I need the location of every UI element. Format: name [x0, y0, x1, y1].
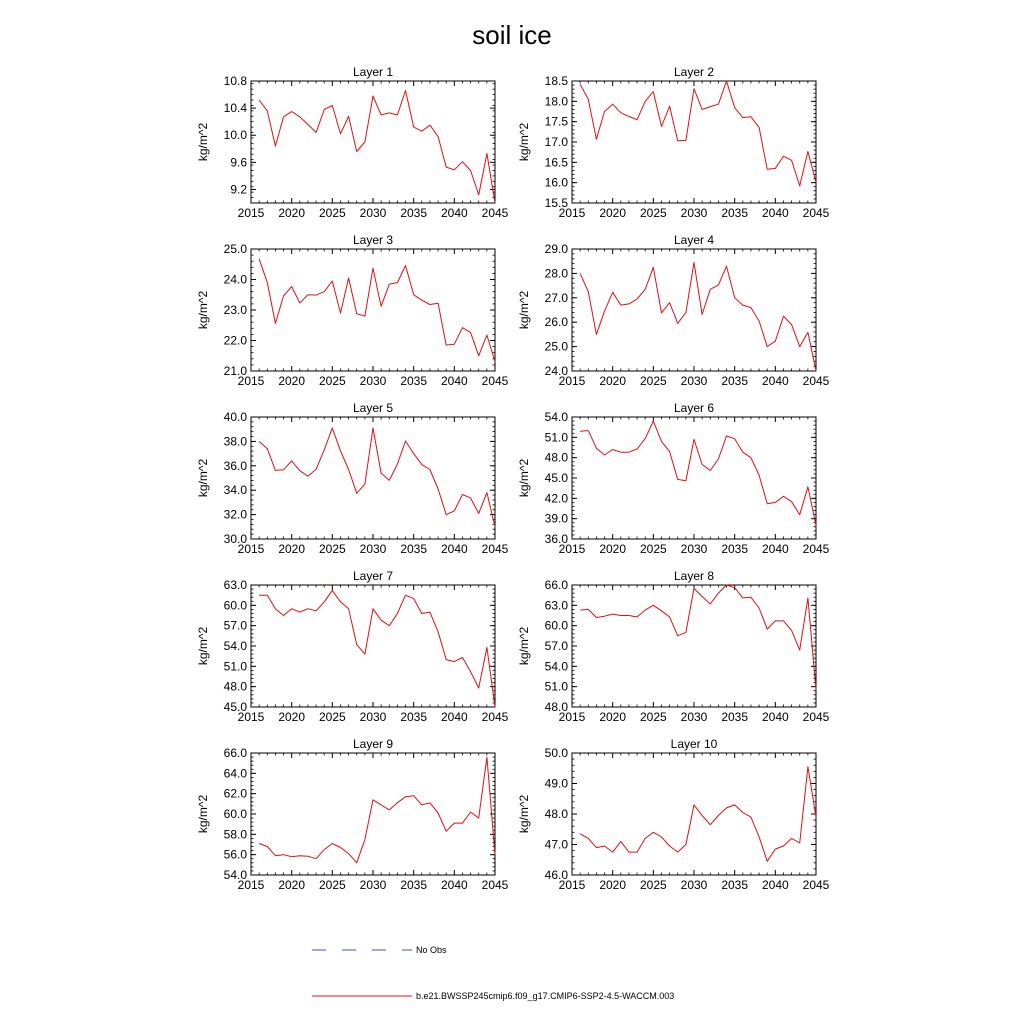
y-tick-label: 21.0	[223, 364, 247, 378]
y-axis-label: kg/m^2	[517, 626, 531, 666]
x-tick-label: 2030	[359, 206, 387, 220]
y-tick-label: 34.0	[223, 483, 247, 498]
y-tick-label: 50.0	[544, 746, 568, 760]
plot-frame	[251, 249, 495, 371]
y-tick-label: 48.0	[223, 679, 247, 694]
y-tick-label: 56.0	[223, 847, 247, 862]
x-tick-label: 2020	[599, 710, 627, 724]
x-tick-label: 2020	[599, 878, 627, 892]
x-tick-label: 2020	[278, 878, 306, 892]
legend-label-model-run: b.e21.BWSSP245cmip6.f09_g17.CMIP6-SSP2-4.5-WACCM.003	[416, 991, 675, 1001]
x-tick-label: 2035	[721, 374, 749, 388]
x-tick-label: 2040	[761, 878, 789, 892]
y-axis-label: kg/m^2	[196, 794, 210, 834]
y-tick-label: 51.0	[223, 659, 247, 674]
y-tick-label: 48.0	[544, 700, 568, 714]
x-tick-label: 2030	[680, 542, 708, 556]
x-tick-label: 2015	[558, 710, 586, 724]
x-tick-label: 2020	[599, 374, 627, 388]
y-tick-label: 66.0	[544, 578, 568, 592]
series-line	[580, 585, 816, 690]
x-tick-label: 2020	[278, 542, 306, 556]
chart-panel	[196, 401, 509, 556]
legend-item-no-obs	[312, 945, 447, 955]
x-tick-label: 2030	[359, 878, 387, 892]
x-tick-label: 2025	[318, 206, 346, 220]
y-tick-label: 17.0	[544, 135, 568, 149]
x-tick-label: 2035	[721, 206, 749, 220]
panel-title: Layer 2	[673, 65, 715, 79]
x-tick-label: 2035	[400, 878, 428, 892]
x-tick-label: 2015	[237, 542, 265, 556]
x-tick-label: 2035	[721, 878, 749, 892]
x-tick-label: 2015	[558, 374, 586, 388]
y-tick-label: 30.0	[223, 532, 247, 546]
y-tick-label: 54.0	[223, 639, 247, 653]
y-tick-label: 23.0	[223, 303, 247, 317]
x-tick-label: 2045	[802, 206, 830, 220]
y-tick-label: 26.0	[544, 315, 568, 330]
x-tick-label: 2045	[802, 878, 830, 892]
chart-panel	[196, 737, 509, 892]
x-tick-label: 2025	[318, 710, 346, 724]
x-tick-label: 2015	[237, 710, 265, 724]
y-tick-label: 38.0	[223, 434, 247, 449]
panel-title: Layer 6	[673, 401, 715, 415]
x-tick-label: 2030	[359, 542, 387, 556]
x-tick-label: 2040	[440, 878, 468, 892]
y-tick-label: 51.0	[544, 679, 568, 694]
y-tick-label: 24.0	[223, 272, 247, 287]
x-tick-label: 2035	[721, 542, 749, 556]
y-tick-label: 15.5	[544, 196, 568, 210]
x-tick-label: 2040	[440, 206, 468, 220]
x-tick-label: 2030	[359, 710, 387, 724]
y-axis-label: kg/m^2	[196, 122, 210, 162]
y-tick-label: 48.0	[544, 807, 568, 821]
y-tick-label: 10.8	[223, 74, 247, 88]
y-tick-label: 54.0	[544, 410, 568, 424]
panel-title: Layer 5	[352, 401, 394, 415]
y-tick-label: 32.0	[223, 507, 247, 522]
panel-title: Layer 3	[352, 233, 394, 247]
series-line	[580, 421, 816, 525]
y-tick-label: 42.0	[544, 491, 568, 506]
x-tick-label: 2035	[400, 710, 428, 724]
y-tick-label: 49.0	[544, 776, 568, 791]
series-line	[259, 590, 495, 707]
x-tick-label: 2025	[318, 374, 346, 388]
y-tick-label: 57.0	[223, 618, 247, 633]
y-tick-label: 63.0	[544, 598, 568, 613]
chart-panel	[517, 233, 830, 388]
panel-title: Layer 4	[673, 233, 715, 247]
x-tick-label: 2020	[599, 206, 627, 220]
x-tick-label: 2015	[558, 878, 586, 892]
y-tick-label: 9.6	[230, 155, 247, 170]
x-tick-label: 2030	[680, 878, 708, 892]
y-tick-label: 54.0	[544, 659, 568, 674]
y-tick-label: 62.0	[223, 786, 247, 801]
x-tick-label: 2045	[481, 878, 509, 892]
y-tick-label: 48.0	[544, 450, 568, 465]
x-tick-label: 2030	[680, 710, 708, 724]
figure-title: soil ice	[472, 20, 552, 50]
y-tick-label: 16.0	[544, 175, 568, 190]
x-tick-label: 2040	[761, 206, 789, 220]
y-tick-label: 63.0	[223, 578, 247, 592]
x-tick-label: 2040	[440, 710, 468, 724]
series-line	[580, 81, 816, 186]
y-tick-label: 47.0	[544, 837, 568, 852]
y-tick-label: 18.0	[544, 94, 568, 109]
chart-panel	[517, 737, 830, 892]
plot-frame	[251, 585, 495, 707]
x-tick-label: 2025	[639, 542, 667, 556]
x-tick-label: 2025	[639, 374, 667, 388]
x-tick-label: 2015	[237, 206, 265, 220]
panels	[196, 65, 830, 892]
y-tick-label: 16.5	[544, 155, 568, 170]
x-tick-label: 2025	[318, 542, 346, 556]
panel-title: Layer 9	[352, 737, 394, 751]
y-axis-label: kg/m^2	[517, 290, 531, 330]
y-tick-label: 24.0	[544, 364, 568, 378]
x-tick-label: 2015	[558, 206, 586, 220]
chart-panel	[196, 65, 509, 220]
y-tick-label: 45.0	[544, 471, 568, 485]
y-axis-label: kg/m^2	[517, 122, 531, 162]
x-tick-label: 2025	[318, 878, 346, 892]
plot-frame	[572, 81, 816, 203]
y-tick-label: 51.0	[544, 430, 568, 445]
x-tick-label: 2025	[639, 206, 667, 220]
x-tick-label: 2045	[802, 542, 830, 556]
y-tick-label: 36.0	[544, 532, 568, 546]
y-tick-label: 60.0	[223, 598, 247, 613]
y-tick-label: 28.0	[544, 266, 568, 281]
x-tick-label: 2040	[761, 710, 789, 724]
y-tick-label: 57.0	[544, 639, 568, 653]
series-line	[580, 767, 816, 862]
panel-title: Layer 10	[670, 737, 718, 751]
x-tick-label: 2040	[440, 374, 468, 388]
x-tick-label: 2020	[278, 710, 306, 724]
panel-title: Layer 8	[673, 569, 715, 583]
y-tick-label: 45.0	[223, 700, 247, 714]
x-tick-label: 2030	[680, 206, 708, 220]
y-tick-label: 46.0	[544, 868, 568, 882]
y-tick-label: 18.5	[544, 74, 568, 88]
x-tick-label: 2045	[481, 374, 509, 388]
x-tick-label: 2045	[802, 710, 830, 724]
x-tick-label: 2040	[440, 542, 468, 556]
y-tick-label: 54.0	[223, 868, 247, 882]
x-tick-label: 2020	[278, 374, 306, 388]
y-tick-label: 27.0	[544, 290, 568, 305]
y-tick-label: 10.4	[223, 101, 247, 116]
y-tick-label: 10.0	[223, 128, 247, 143]
y-tick-label: 17.5	[544, 114, 568, 129]
y-tick-label: 25.0	[223, 242, 247, 256]
y-tick-label: 58.0	[223, 827, 247, 842]
chart-panel	[196, 569, 509, 724]
x-tick-label: 2035	[400, 206, 428, 220]
series-line	[580, 262, 816, 371]
y-axis-label: kg/m^2	[517, 458, 531, 498]
chart-panel	[196, 233, 509, 388]
x-tick-label: 2020	[599, 542, 627, 556]
y-tick-label: 60.0	[544, 618, 568, 633]
x-tick-label: 2045	[481, 542, 509, 556]
y-tick-label: 39.0	[544, 511, 568, 526]
x-tick-label: 2030	[680, 374, 708, 388]
y-tick-label: 40.0	[223, 410, 247, 424]
x-tick-label: 2025	[639, 710, 667, 724]
plot-frame	[572, 753, 816, 875]
plot-frame	[572, 417, 816, 539]
panel-title: Layer 7	[352, 569, 394, 583]
series-line	[259, 428, 495, 527]
y-tick-label: 22.0	[223, 333, 247, 348]
y-tick-label: 64.0	[223, 766, 247, 781]
y-tick-label: 29.0	[544, 242, 568, 256]
legend-label-no-obs: No Obs	[416, 945, 447, 955]
x-tick-label: 2045	[481, 206, 509, 220]
series-line	[259, 757, 495, 863]
x-tick-label: 2025	[639, 878, 667, 892]
y-tick-label: 25.0	[544, 339, 568, 354]
x-tick-label: 2035	[721, 710, 749, 724]
y-tick-label: 9.2	[230, 182, 247, 197]
x-tick-label: 2035	[400, 374, 428, 388]
plot-frame	[251, 753, 495, 875]
x-tick-label: 2035	[400, 542, 428, 556]
plot-frame	[251, 417, 495, 539]
y-axis-label: kg/m^2	[196, 290, 210, 330]
x-tick-label: 2045	[481, 710, 509, 724]
x-tick-label: 2020	[278, 206, 306, 220]
x-tick-label: 2030	[359, 374, 387, 388]
y-tick-label: 36.0	[223, 458, 247, 473]
panel-title: Layer 1	[352, 65, 394, 79]
plot-frame	[572, 249, 816, 371]
chart-panel	[517, 65, 830, 220]
y-axis-label: kg/m^2	[517, 794, 531, 834]
series-line	[259, 91, 495, 204]
plot-frame	[572, 585, 816, 707]
y-tick-label: 66.0	[223, 746, 247, 760]
x-tick-label: 2015	[558, 542, 586, 556]
chart-panel	[517, 569, 830, 724]
y-axis-label: kg/m^2	[196, 458, 210, 498]
y-tick-label: 60.0	[223, 807, 247, 821]
series-line	[259, 259, 495, 362]
x-tick-label: 2040	[761, 542, 789, 556]
legend-item-model-run	[312, 991, 674, 1001]
x-tick-label: 2015	[237, 878, 265, 892]
plot-frame	[251, 81, 495, 203]
x-tick-label: 2045	[802, 374, 830, 388]
y-axis-label: kg/m^2	[196, 626, 210, 666]
x-tick-label: 2040	[761, 374, 789, 388]
legend	[312, 945, 674, 1001]
x-tick-label: 2015	[237, 374, 265, 388]
chart-panel	[517, 401, 830, 556]
